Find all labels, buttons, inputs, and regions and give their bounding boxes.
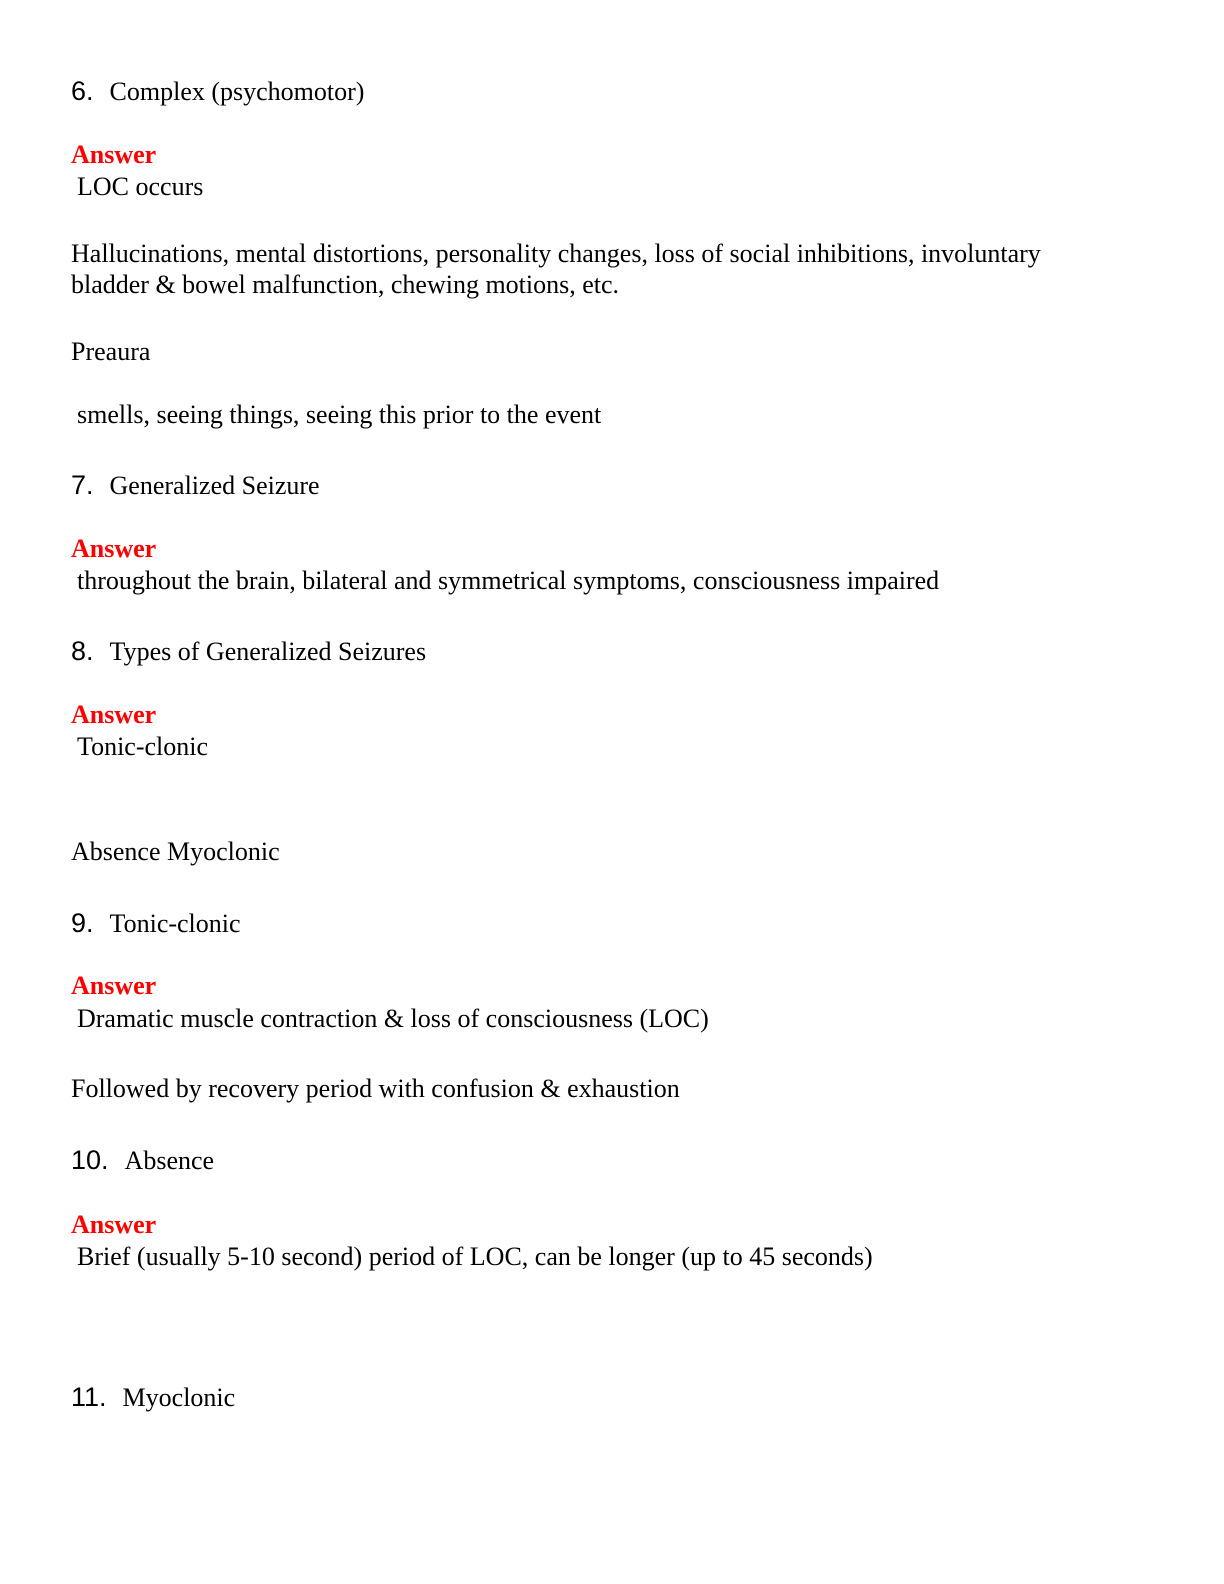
answer-text: LOC occurs	[77, 172, 204, 201]
question-11	[71, 1382, 235, 1413]
question-number: 9.	[71, 908, 94, 938]
answer-text: Brief (usually 5-10 second) period of LOC, can be longer (up to 45 seconds)	[77, 1242, 873, 1271]
answer-paragraph: smells, seeing things, seeing this prior to the event	[77, 400, 602, 429]
answer-label: Answer	[71, 1210, 157, 1239]
question-title: Types of Generalized Seizures	[109, 637, 427, 666]
question-number: 6.	[71, 76, 94, 106]
question-8	[71, 636, 426, 667]
answer-label: Answer	[71, 971, 157, 1000]
question-title: Absence	[124, 1146, 215, 1175]
question-title: Tonic-clonic	[109, 909, 241, 938]
answer-label: Answer	[71, 700, 157, 729]
question-7	[71, 470, 320, 501]
answer-paragraph: Followed by recovery period with confusion & exhaustion	[71, 1074, 680, 1103]
answer-paragraph: Preaura	[71, 337, 151, 366]
question-number: 11.	[71, 1382, 107, 1412]
answer-text: Dramatic muscle contraction & loss of consciousness (LOC)	[77, 1004, 709, 1033]
question-number: 10.	[71, 1145, 109, 1175]
answer-text: throughout the brain, bilateral and symmetrical symptoms, consciousness impaired	[77, 566, 940, 595]
question-number: 7.	[71, 470, 94, 500]
question-number: 8.	[71, 636, 94, 666]
answer-paragraph: Absence Myoclonic	[71, 837, 280, 866]
question-10	[71, 1145, 214, 1176]
question-6	[71, 76, 364, 107]
question-title: Complex (psychomotor)	[109, 77, 365, 106]
answer-text: Tonic-clonic	[77, 732, 209, 761]
question-title: Generalized Seizure	[109, 471, 320, 500]
answer-label: Answer	[71, 534, 157, 563]
question-9	[71, 908, 241, 939]
answer-paragraph: Hallucinations, mental distortions, personality changes, loss of social inhibitions, involuntary bladder & bowel malfunction, chewing motions, etc.	[71, 239, 1041, 299]
question-title: Myoclonic	[122, 1383, 236, 1412]
answer-label: Answer	[71, 140, 157, 169]
